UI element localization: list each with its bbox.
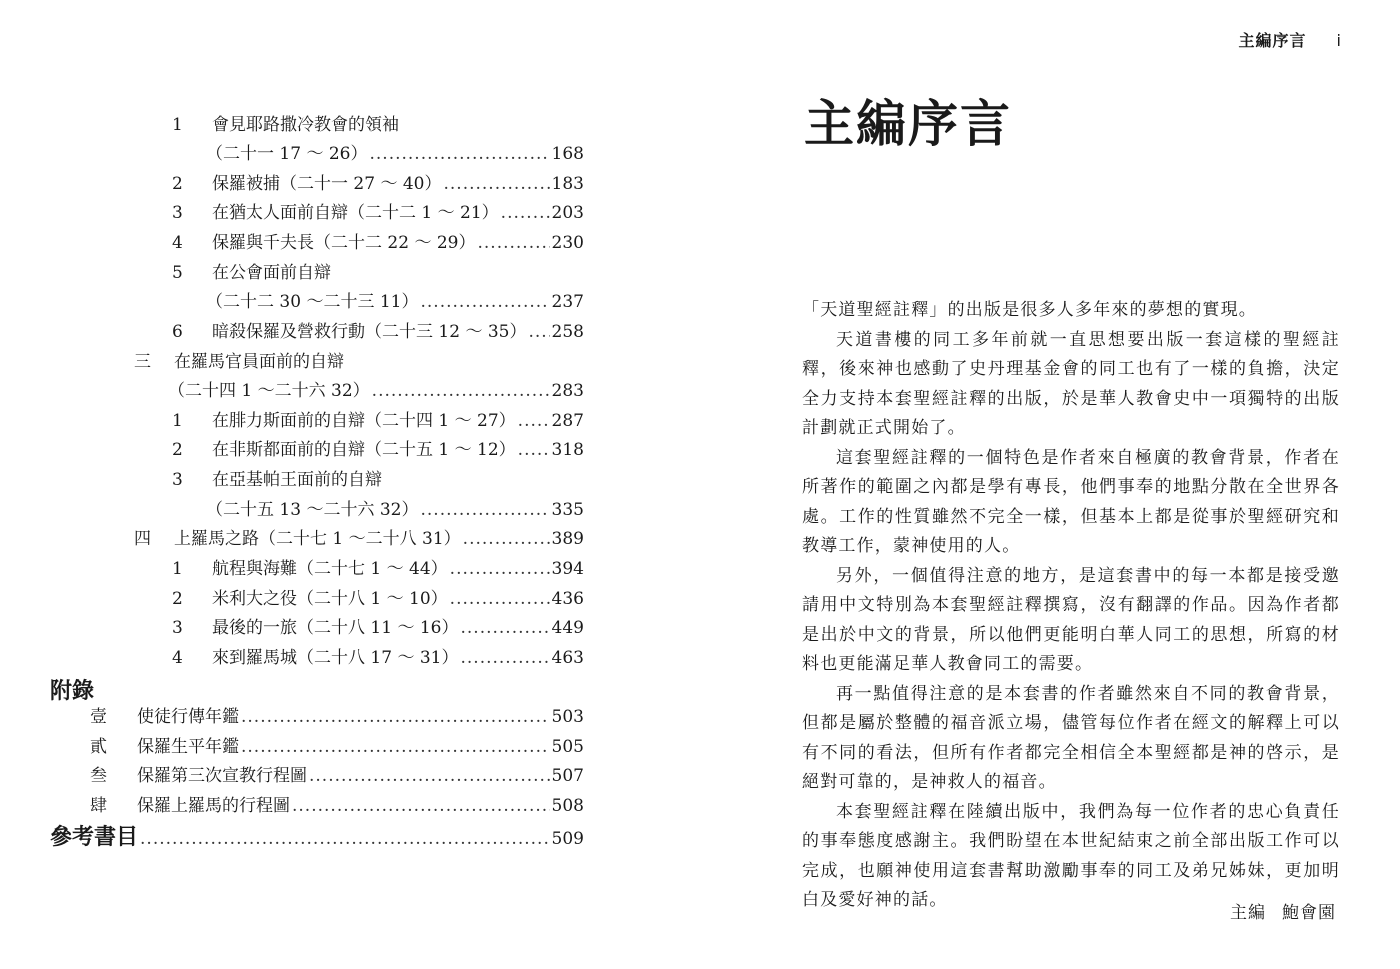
toc-entry-number: 6 <box>172 322 183 342</box>
toc-entry-number: 1 <box>172 115 183 135</box>
paragraph: 「天道聖經註釋」的出版是很多人多年來的夢想的實現。 <box>802 300 1257 320</box>
toc-entry[interactable] <box>172 170 584 198</box>
toc-entry-title: 在亞基帕王面前的自辯 <box>212 470 382 490</box>
toc-leader-dots <box>518 407 550 435</box>
toc-leader-dots <box>292 792 550 820</box>
appendix-entry-page: 507 <box>551 766 584 786</box>
toc-entry-number: 5 <box>172 263 183 283</box>
appendix-entry-page: 503 <box>551 707 584 727</box>
appendix-entry[interactable] <box>90 792 584 820</box>
toc-section-title: 在羅馬官員面前的自辯 <box>174 352 344 372</box>
toc-entry[interactable] <box>206 288 584 316</box>
paragraph: 本套聖經註釋在陸續出版中，我們為每一位作者的忠心負責任的事奉態度感謝主。我們盼望在本世紀結束之前全部出版工作可以完成，也願神使用這套書幫助激勵事奉的同工及弟兄姊妹，更加明白及愛好神的話。 <box>802 801 1340 910</box>
toc-entry-title: 在公會面前自辯 <box>212 263 331 283</box>
signature-role: 主編 <box>1230 903 1266 923</box>
toc-entry[interactable] <box>172 259 584 287</box>
toc-leader-dots <box>501 199 550 227</box>
toc-entry-page: 389 <box>551 529 584 549</box>
toc-entry-title: 保羅被捕（二十一 27 ～ 40） <box>212 174 442 194</box>
toc-entry-page: 318 <box>551 440 584 460</box>
signature <box>1230 898 1336 923</box>
toc-leader-dots <box>528 318 549 346</box>
toc-entry-page: 335 <box>551 500 584 520</box>
toc-entry-title: 在非斯都面前的自辯（二十五 1 ～ 12） <box>212 440 516 460</box>
toc-leader-dots <box>140 823 550 855</box>
appendix-entry-title: 保羅第三次宣教行程圖 <box>137 766 307 786</box>
toc-leader-dots <box>420 288 549 316</box>
toc-leader-dots <box>450 585 550 613</box>
toc-entry-title: 在腓力斯面前的自辯（二十四 1 ～ 27） <box>212 411 516 431</box>
toc-entry[interactable] <box>172 614 584 642</box>
toc-entry-number: 3 <box>172 618 183 638</box>
paragraph: 天道書樓的同工多年前就一直思想要出版一套這樣的聖經註釋，後來神也感動了史丹理基金會的同工也有了一樣的負擔，決定全力支持本套聖經註釋的出版，於是華人教會史中一項獨特的出版計劃就正式開始了。 <box>802 329 1340 438</box>
toc-entry-title: 來到羅馬城（二十八 17 ～ 31） <box>212 648 459 668</box>
toc-entry-title: 保羅與千夫長（二十二 22 ～ 29） <box>212 233 476 253</box>
bibliography-title: 參考書目 <box>50 825 139 850</box>
paragraph: 這套聖經註釋的一個特色是作者來自極廣的教會背景，作者在所著作的範圍之內都是學有專長，他們事奉的地點分散在全世界各處。工作的性質雖然不完全一樣，但基本上都是從事於聖經研究和教導工作，蒙神使用的人。 <box>802 447 1340 556</box>
paragraph: 另外，一個值得注意的地方，是這套書中的每一本都是接受邀請用中文特別為本套聖經註釋撰寫，沒有翻譯的作品。因為作者都是出於中文的背景，所以他們更能明白華人同工的思想，所寫的材料也更能滿足華人教會同工的需要。 <box>802 565 1340 674</box>
toc-entry-page: 449 <box>551 618 584 638</box>
page-number: i <box>1336 31 1342 50</box>
toc-entry-number: 4 <box>172 233 183 253</box>
toc-entry-number: 4 <box>172 648 183 668</box>
toc-section-number: 三 <box>134 352 151 372</box>
toc-leader-dots <box>309 762 550 790</box>
toc-page <box>0 0 640 969</box>
paragraph: 再一點值得注意的是本套書的作者雖然來自不同的教會背景，但都是屬於整體的福音派立場，儘管每位作者在經文的解釋上可以有不同的看法，但所有作者都完全相信全本聖經都是神的啓示，是絕對可靠的，是神救人的福音。 <box>802 683 1340 792</box>
toc-entry[interactable] <box>172 407 584 435</box>
toc-entry-title: 暗殺保羅及營救行動（二十三 12 ～ 35） <box>212 322 527 342</box>
toc-entry-number: 2 <box>172 174 183 194</box>
toc-entry-page: 237 <box>551 292 584 312</box>
toc-entry[interactable] <box>172 436 584 464</box>
toc-entry-page: 394 <box>551 559 584 579</box>
toc-entry[interactable] <box>172 229 584 257</box>
toc-entry[interactable] <box>172 199 584 227</box>
appendix-entry-title: 保羅生平年鑑 <box>137 737 239 757</box>
toc-leader-dots <box>420 496 549 524</box>
appendix-entry-page: 505 <box>551 737 584 757</box>
toc-leader-dots <box>369 140 549 168</box>
toc-section-title: 上羅馬之路（二十七 1 ～二十八 31） <box>174 529 461 549</box>
toc-entry-page: 203 <box>551 203 584 223</box>
toc-entry-title: （二十四 1 ～二十六 32） <box>168 381 370 401</box>
toc-section-entry[interactable] <box>134 525 584 553</box>
appendix-entry[interactable] <box>90 703 584 731</box>
bibliography-entry[interactable] <box>50 822 584 854</box>
toc-entry-page: 183 <box>551 174 584 194</box>
toc-entry-page: 230 <box>551 233 584 253</box>
toc-leader-dots <box>463 525 550 553</box>
toc-entry-title: 在猶太人面前自辯（二十二 1 ～ 21） <box>212 203 499 223</box>
toc-entry[interactable] <box>168 377 584 405</box>
appendix-entry-number: 肆 <box>90 796 107 816</box>
toc-entry-page: 168 <box>551 144 584 164</box>
toc-entry[interactable] <box>206 496 584 524</box>
toc-leader-dots <box>518 436 550 464</box>
toc-entry-title: （二十二 30 ～二十三 11） <box>206 292 419 312</box>
toc-entry-page: 287 <box>551 411 584 431</box>
toc-entry-number: 1 <box>172 559 183 579</box>
toc-leader-dots <box>460 614 549 642</box>
toc-entry[interactable] <box>172 466 584 494</box>
toc-leader-dots <box>460 644 549 672</box>
toc-section-entry[interactable] <box>134 348 584 376</box>
toc-entry-number: 1 <box>172 411 183 431</box>
toc-leader-dots <box>477 229 549 257</box>
toc-leader-dots <box>450 555 550 583</box>
toc-entry-title: 米利大之役（二十八 1 ～ 10） <box>212 589 448 609</box>
toc-entry[interactable] <box>172 111 584 139</box>
page-title: 主編序言 <box>804 95 1012 153</box>
toc-entry[interactable] <box>172 555 584 583</box>
toc-leader-dots <box>443 170 549 198</box>
toc-entry-title: （二十五 13 ～二十六 32） <box>206 500 419 520</box>
running-head-title: 主編序言 <box>1238 31 1307 50</box>
signature-name: 鮑會園 <box>1282 903 1336 923</box>
toc-entry-number: 2 <box>172 589 183 609</box>
toc-section-number: 四 <box>134 529 151 549</box>
toc-entry-title: 最後的一旅（二十八 11 ～ 16） <box>212 618 459 638</box>
appendix-entry-page: 508 <box>551 796 584 816</box>
toc-entry-page: 283 <box>551 381 584 401</box>
appendix-entry-title: 保羅上羅馬的行程圖 <box>137 796 290 816</box>
toc-entry-page: 436 <box>551 589 584 609</box>
appendix-heading: 附錄 <box>50 679 95 704</box>
appendix-entry[interactable] <box>90 733 584 761</box>
toc-entry-title: 航程與海難（二十七 1 ～ 44） <box>212 559 448 579</box>
appendix-entry-title: 使徒行傳年鑑 <box>137 707 239 727</box>
toc-entry-page: 258 <box>551 322 584 342</box>
appendix-entry[interactable] <box>90 762 584 790</box>
toc-leader-dots <box>241 703 550 731</box>
toc-entry-number: 3 <box>172 203 183 223</box>
toc-entry[interactable] <box>172 585 584 613</box>
toc-entry-title: （二十一 17 ～ 26） <box>206 144 368 164</box>
appendix-entry-number: 壹 <box>90 707 107 727</box>
toc-entry-page: 463 <box>551 648 584 668</box>
preface-page <box>700 0 1400 969</box>
toc-leader-dots <box>372 377 550 405</box>
toc-leader-dots <box>241 733 550 761</box>
appendix-entry-number: 叁 <box>90 766 107 786</box>
bibliography-page: 509 <box>551 829 584 849</box>
running-head <box>1239 28 1342 51</box>
toc-entry-title: 會見耶路撒冷教會的領袖 <box>212 115 399 135</box>
toc-entry[interactable] <box>172 318 584 346</box>
toc-entry[interactable] <box>206 140 584 168</box>
toc-entry[interactable] <box>172 644 584 672</box>
preface-body <box>802 296 1340 916</box>
appendix-entry-number: 貳 <box>90 737 107 757</box>
toc-entry-number: 2 <box>172 440 183 460</box>
toc-entry-number: 3 <box>172 470 183 490</box>
